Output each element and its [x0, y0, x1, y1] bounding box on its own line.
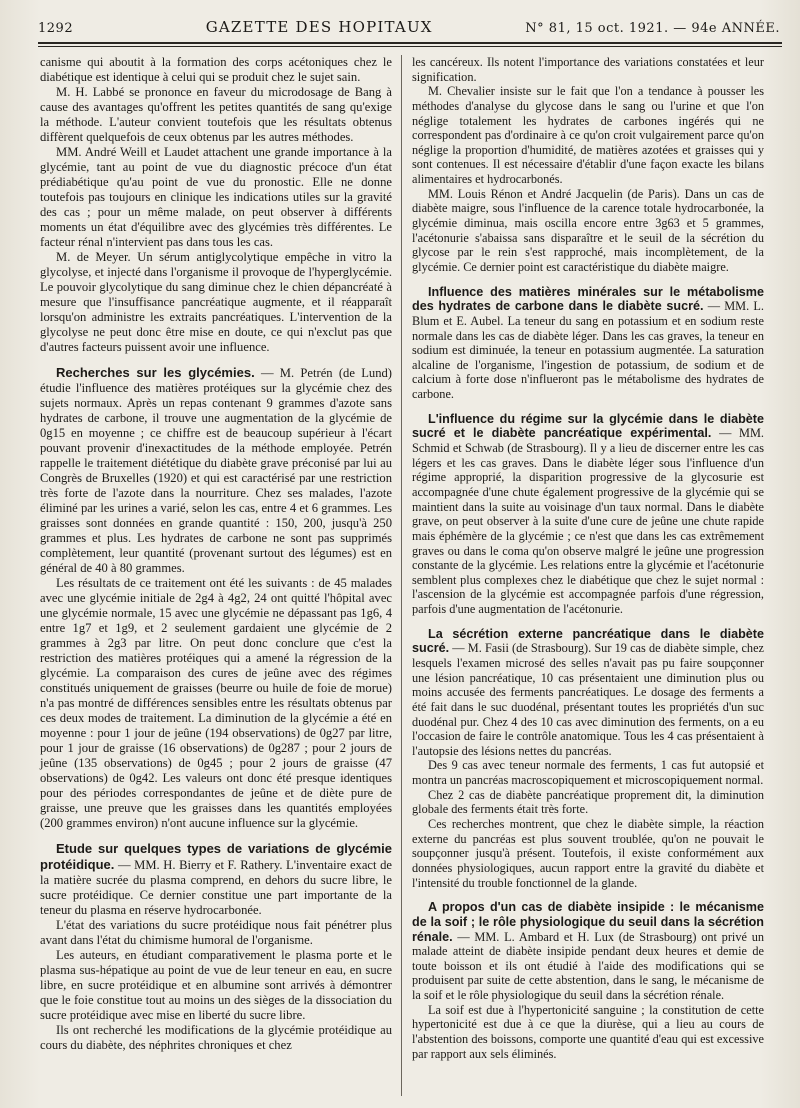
section-text: — M. Petrén (de Lund) étudie l'influence des matières protéiques sur la glycémie chez des sujets normaux. Après un repas contenant 9 grammes d'azote sans hydrates de carbone, il trouve une augmentation de la glycémie de 0g15 en moyenne ; ce chiffre est de beaucoup supérieur à l'écart pouvant provenir d'inexactitudes de la méthode employée. Petrén rappelle le traitement diététique du diabète grave préconisé par lui au Congrès de Bruxelles (1920) et qui est caractérisé par une restriction très forte de l'azote dans la nourriture. Chez ses malades, l'azote éliminé par les urines a varié, selon les cas, entre 4 et 6 grammes. Les graisses sont données en grande quantité : 150, 200, jusqu'à 250 grammes et plus. Les hydrates de carbone ne sont pas supprimés complètement, leur quantité (provenant surtout des légumes) est en général de 40 à 80 grammes.: [40, 366, 392, 575]
section-heading: Etude sur quelques types de variations de glycémie protéidique.: [40, 841, 392, 872]
article-section: [40, 365, 392, 576]
article-section: [40, 841, 392, 918]
page-number: 1292: [38, 21, 74, 36]
paragraph: La soif est due à l'hypertonicité sanguine ; la constitution de cette hypertonicité est due à ce que la diurèse, qui a lieu au cours de l'abstention des boissons, comporte une quantité d'eau qui est excessive par rapport aux sels éliminés.: [412, 1002, 764, 1061]
section-paragraph: [40, 841, 392, 918]
section-paragraph: [412, 627, 764, 759]
column-divider: [401, 55, 402, 1096]
right-column: [412, 55, 764, 1061]
paragraph: Des 9 cas avec teneur normale des ferments, 1 cas fut autopsié et montra un pancréas macroscopiquement et microscopiquement normal.: [412, 758, 764, 788]
paragraph: les cancéreux. Ils notent l'importance des variations constatées et leur signification.: [412, 55, 764, 84]
journal-title: GAZETTE DES HOPITAUX: [205, 18, 433, 36]
article-section: [412, 900, 764, 1002]
paragraph: Les auteurs, en étudiant comparativement le plasma porte et le plasma sus-hépatique au point de vue de leur teneur en eau, en sucre libre, en sucre protéidique et en albumine sont arrivés à démontrer que le foie constitue tout au moins un des sièges de la dissociation du sucre protéidique avec mise en liberté du sucre libre.: [40, 948, 392, 1022]
section-heading: A propos d'un cas de diabète insipide : le mécanisme de la soif ; le rôle physiologique du seuil dans la sécrétion rénale.: [412, 900, 764, 944]
section-text: — M. Fasii (de Strasbourg). Sur 19 cas de diabète simple, chez lesquels l'examen microsé des selles n'avait pas pu faire soupçonner une lésion pancréatique, 10 cas présentaient une diminution plus ou moins accusée des ferments pancréatiques. Le dosage des ferments a été fait dans le suc duodénal, présentant toutes les propriétés d'un suc duodénal pur. Chez 4 des 10 cas avec diminution des ferments, on a eu l'occasion de faire le contrôle anatomique. Tous les 4 cas présentaient à l'autopsie des lésions nettes du pancréas.: [412, 641, 765, 758]
section-text: — MM. L. Blum et E. Aubel. La teneur du sang en potassium et en sodium reste normale dans les cas de diabète léger. Dans les cas graves, la teneur en sodium est diminuée, la teneur en potassium augmentée. La saturation alcaline de l'organisme, l'ingestion de potassium, de sodium et de calcium à forte dose n'influeront pas le métabolisme des hydrates de carbone.: [412, 299, 764, 402]
paragraph: M. Chevalier insiste sur le fait que l'on a tendance à pousser les méthodes d'analyse du glycose dans le sang ou l'urine et que l'on néglige totalement les hydrates de carbones ingérés qui ne correspondent pas d'ordinaire à ce qu'on croit vulgairement parce qu'on néglige la proportion d'humidité, de matières azotées et graisses qui y sont contenues. Il est nécessaire d'établir d'une façon exacte les bilans alimentaires et hydrocarbonés.: [412, 84, 764, 187]
section-paragraph: [412, 285, 764, 402]
section-heading: La sécrétion externe pancréatique dans le diabète sucré.: [412, 626, 764, 656]
left-column: [40, 55, 392, 1053]
paragraph: M. de Meyer. Un sérum antiglycolytique empêche in vitro la glycolyse, et injecté dans l'organisme il provoque de l'hyperglycémie. Le pouvoir glycolytique du sang diminue chez le chien dépancréaté à mesure que l'insuffisance pancréatique augmente, et il réapparaît lorsqu'on administre les extraits pancréatiques. L'intervention de la glycolyse ne peut donc être mise en doute, ce qui n'exclut pas que d'autres facteurs puissent avoir une influence.: [40, 250, 392, 354]
section-heading: L'influence du régime sur la glycémie dans le diabète sucré et le diabète pancréatique expérimental.: [412, 411, 764, 441]
paragraph: M. H. Labbé se prononce en faveur du microdosage de Bang à cause des avantages qu'offrent les petites quantités de sang qu'exige la méthode. L'auteur convient toutefois que les résultats obtenus diffèrent quelquefois de ceux obtenus par les autres méthodes.: [40, 85, 392, 144]
paragraph: L'état des variations du sucre protéidique nous fait pénétrer plus avant dans l'état du chimisme humoral de l'organisme.: [40, 918, 392, 947]
paragraph: Ces recherches montrent, que chez le diabète simple, la réaction externe du pancréas est plus souvent troublée, qu'on ne pouvait le soupçonner jusqu'à présent. Toutefois, il existe conformément aux données physiologiques, aucun rapport entre la gravité du diabète et l'intensité du trouble fonctionnel de la glande.: [412, 817, 764, 890]
section-heading: Influence des matières minérales sur le métabolisme des hydrates de carbone dans le diabète sucré.: [412, 284, 764, 314]
section-paragraph: [412, 900, 764, 1002]
issue-info: N° 81, 15 oct. 1921. — 94e ANNÉE.: [525, 21, 780, 36]
paragraph: MM. André Weill et Laudet attachent une grande importance à la glycémie, tant au point de vue du diagnostic précoce d'un état prédiabétique qu'au point de vue du pronostic. Elle ne donne toutefois pas toujours en clinique les indications utiles sur la gravité des cas ; pour un même malade, on peut observer à différents moments un état d'équilibre avec des glycémies très différentes. Le facteur rénal n'intervient pas dans tous les cas.: [40, 145, 392, 249]
paragraph: MM. Louis Rénon et André Jacquelin (de Paris). Dans un cas de diabète maigre, sous l'influence de la carence totale hydrocarbonée, la glycémie diminua, mais oscilla encore entre 3g63 et 5 grammes, l'acétonurie s'abaissa sans disparaître et le seuil de la sécrétion du glycose par le rein s'est rapproché, mais incomplètement, de la glycémie. Ce dernier point est caractéristique du diabète maigre.: [412, 186, 764, 274]
section-heading: Recherches sur les glycémies.: [56, 365, 255, 380]
article-section: [412, 627, 764, 759]
section-text: — MM. L. Ambard et H. Lux (de Strasbourg) ont privé un malade atteint de diabète insipide pendant deux heures et demie de toute boisson et ils ont étudié à l'aide des modifications qui se produisent par suite de cette abstention, dans le sang, le mécanisme de la soif et le rôle physiologique du seuil dans la sécrétion rénale.: [412, 929, 764, 1003]
paragraph: Ils ont recherché les modifications de la glycémie protéidique au cours du diabète, des néphrites chroniques et chez: [40, 1023, 392, 1052]
article-section: [412, 412, 764, 617]
section-paragraph: [412, 412, 764, 617]
article-section: [412, 285, 764, 402]
page-header: [38, 18, 780, 40]
paragraph: canisme qui aboutit à la formation des corps acétoniques chez le diabétique est identique à celui qui se produit chez le sujet sain.: [40, 55, 392, 84]
paragraph: Chez 2 cas de diabète pancréatique proprement dit, la diminution globale des ferments était très forte.: [412, 787, 764, 817]
section-text: — MM. Schmid et Schwab (de Strasbourg). Il y a lieu de discerner entre les cas légers et les cas graves. Dans le diabète léger sous l'influence d'un régime approprié, la disparition progressive de la glycosurie est accompagnée d'une chute également progressive de la glycémie qui se maintient dans la suite au voisinage d'un taux normal. Dans le diabète grave, on peut observer à la suite d'une cure de jeûne une chute rapide mais éphémère de la glycémie ; ce n'est que dans les cas extrêmement graves ou dans le coma qu'on observe malgré le jeûne une progression constante de la glycémie. Les relations entre la glycémie et l'acétonurie semblent plus complexes chez le diabétique que chez le sujet normal : l'ascension de la glycémie est accompagnée parfois d'une régression, parfois d'une augmentation de l'acétonurie.: [412, 426, 764, 617]
header-rule: [38, 42, 782, 47]
paragraph: Les résultats de ce traitement ont été les suivants : de 45 malades avec une glycémie initiale de 2g4 à 4g2, 24 ont quitté l'hôpital avec une glycémie normale, 15 avec une glycémie ne dépassant pas 1g6, 4 entre 1g7 et 1g9, et 2 seulement gardaient une glycémie de 2 grammes à 2g3 par litre. On peut donc conclure que c'est la restriction des matières protéiques qui a amené la régression de la glycémie. La comparaison des cures de jeûne avec des régimes constitués uniquement de graisses (beurre ou huile de foie de morue) n'a pas montré de différences sensibles entre les résultats obtenus par ces deux modes de traitement. La diminution de la glycémie a été en moyenne : pour 1 jour de jeûne (194 observations) de 0g27 par litre, pour 1 jour de graisse (16 observations) de 0g287 ; pour 2 jours de jeûne (135 observations) de 0g45 ; pour 2 jours de graisse (47 observations) de 0g42. Les valeurs ont donc été presque identiques pour des périodes correspondantes de jeûne et de diète pure de graisse, une preuve que les graisses dans les quantités employées (200 grammes environ) n'ont aucune influence sur la glycémie.: [40, 576, 392, 830]
section-text: — MM. H. Bierry et F. Rathery. L'inventaire exact de la matière sucrée du plasma comprend, en dehors du sucre libre, le sucre protéidique. Ce dernier constitue une part importante de la teneur du plasma en réserve hydrocarbonée.: [40, 858, 392, 917]
section-paragraph: [40, 365, 392, 576]
